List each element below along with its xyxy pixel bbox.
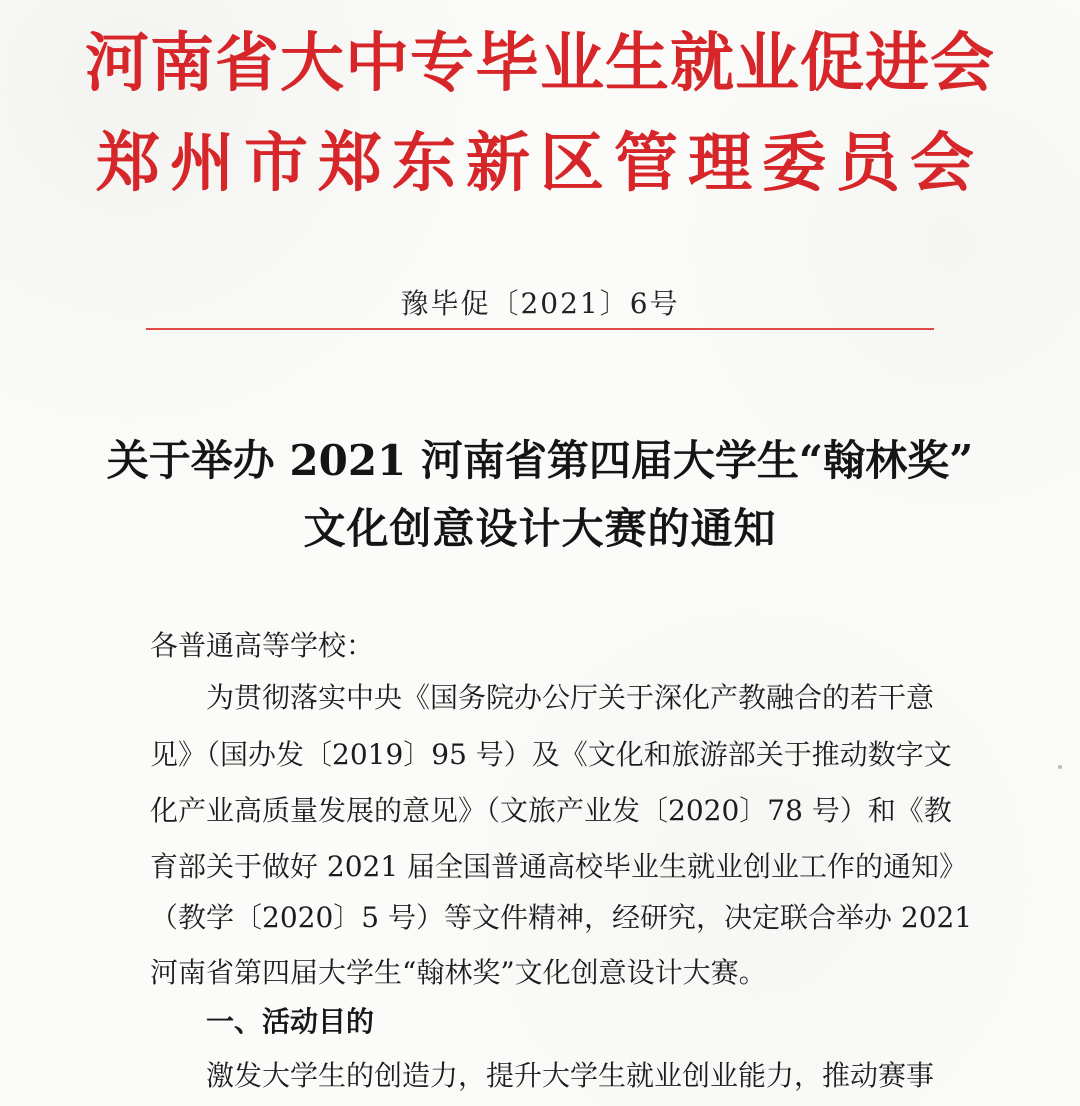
body-text-line: 为贯彻落实中央《国务院办公厅关于深化产教融合的若干意 (206, 681, 935, 714)
body-text-line: 河南省第四届大学生“翰林奖”文化创意设计大赛。 (150, 956, 767, 989)
section-heading-purpose: 一、活动目的 (206, 1005, 375, 1038)
body-text-line: 育部关于做好 2021 届全国普通高校毕业生就业创业工作的通知》 (150, 850, 968, 883)
salutation: 各普通高等学校： (150, 629, 375, 662)
body-text-line: 激发大学生的创造力，提升大学生就业创业能力，推动赛事 (206, 1059, 935, 1092)
header-divider (146, 328, 934, 330)
body-text-line: 化产业高质量发展的意见》（文旅产业发〔2020〕78 号）和《教 (150, 794, 952, 827)
issuing-organization-line-2: 郑州市郑东新区管理委员会 (96, 126, 984, 201)
document-number: 豫毕促〔2021〕6号 (400, 287, 680, 320)
body-text-line: 见》（国办发〔2019〕95 号）及《文化和旅游部关于推动数字文 (150, 738, 952, 771)
document-title-line-2: 文化创意设计大赛的通知 (303, 504, 777, 553)
paper-speck (712, 542, 716, 546)
body-text-line: （教学〔2020〕5 号）等文件精神，经研究，决定联合举办 2021 (150, 901, 973, 934)
document-title-line-1: 关于举办 2021 河南省第四届大学生“翰林奖” (106, 436, 974, 485)
paper-speck (1058, 765, 1062, 769)
issuing-organization-line-1: 河南省大中专毕业生就业促进会 (85, 26, 995, 101)
